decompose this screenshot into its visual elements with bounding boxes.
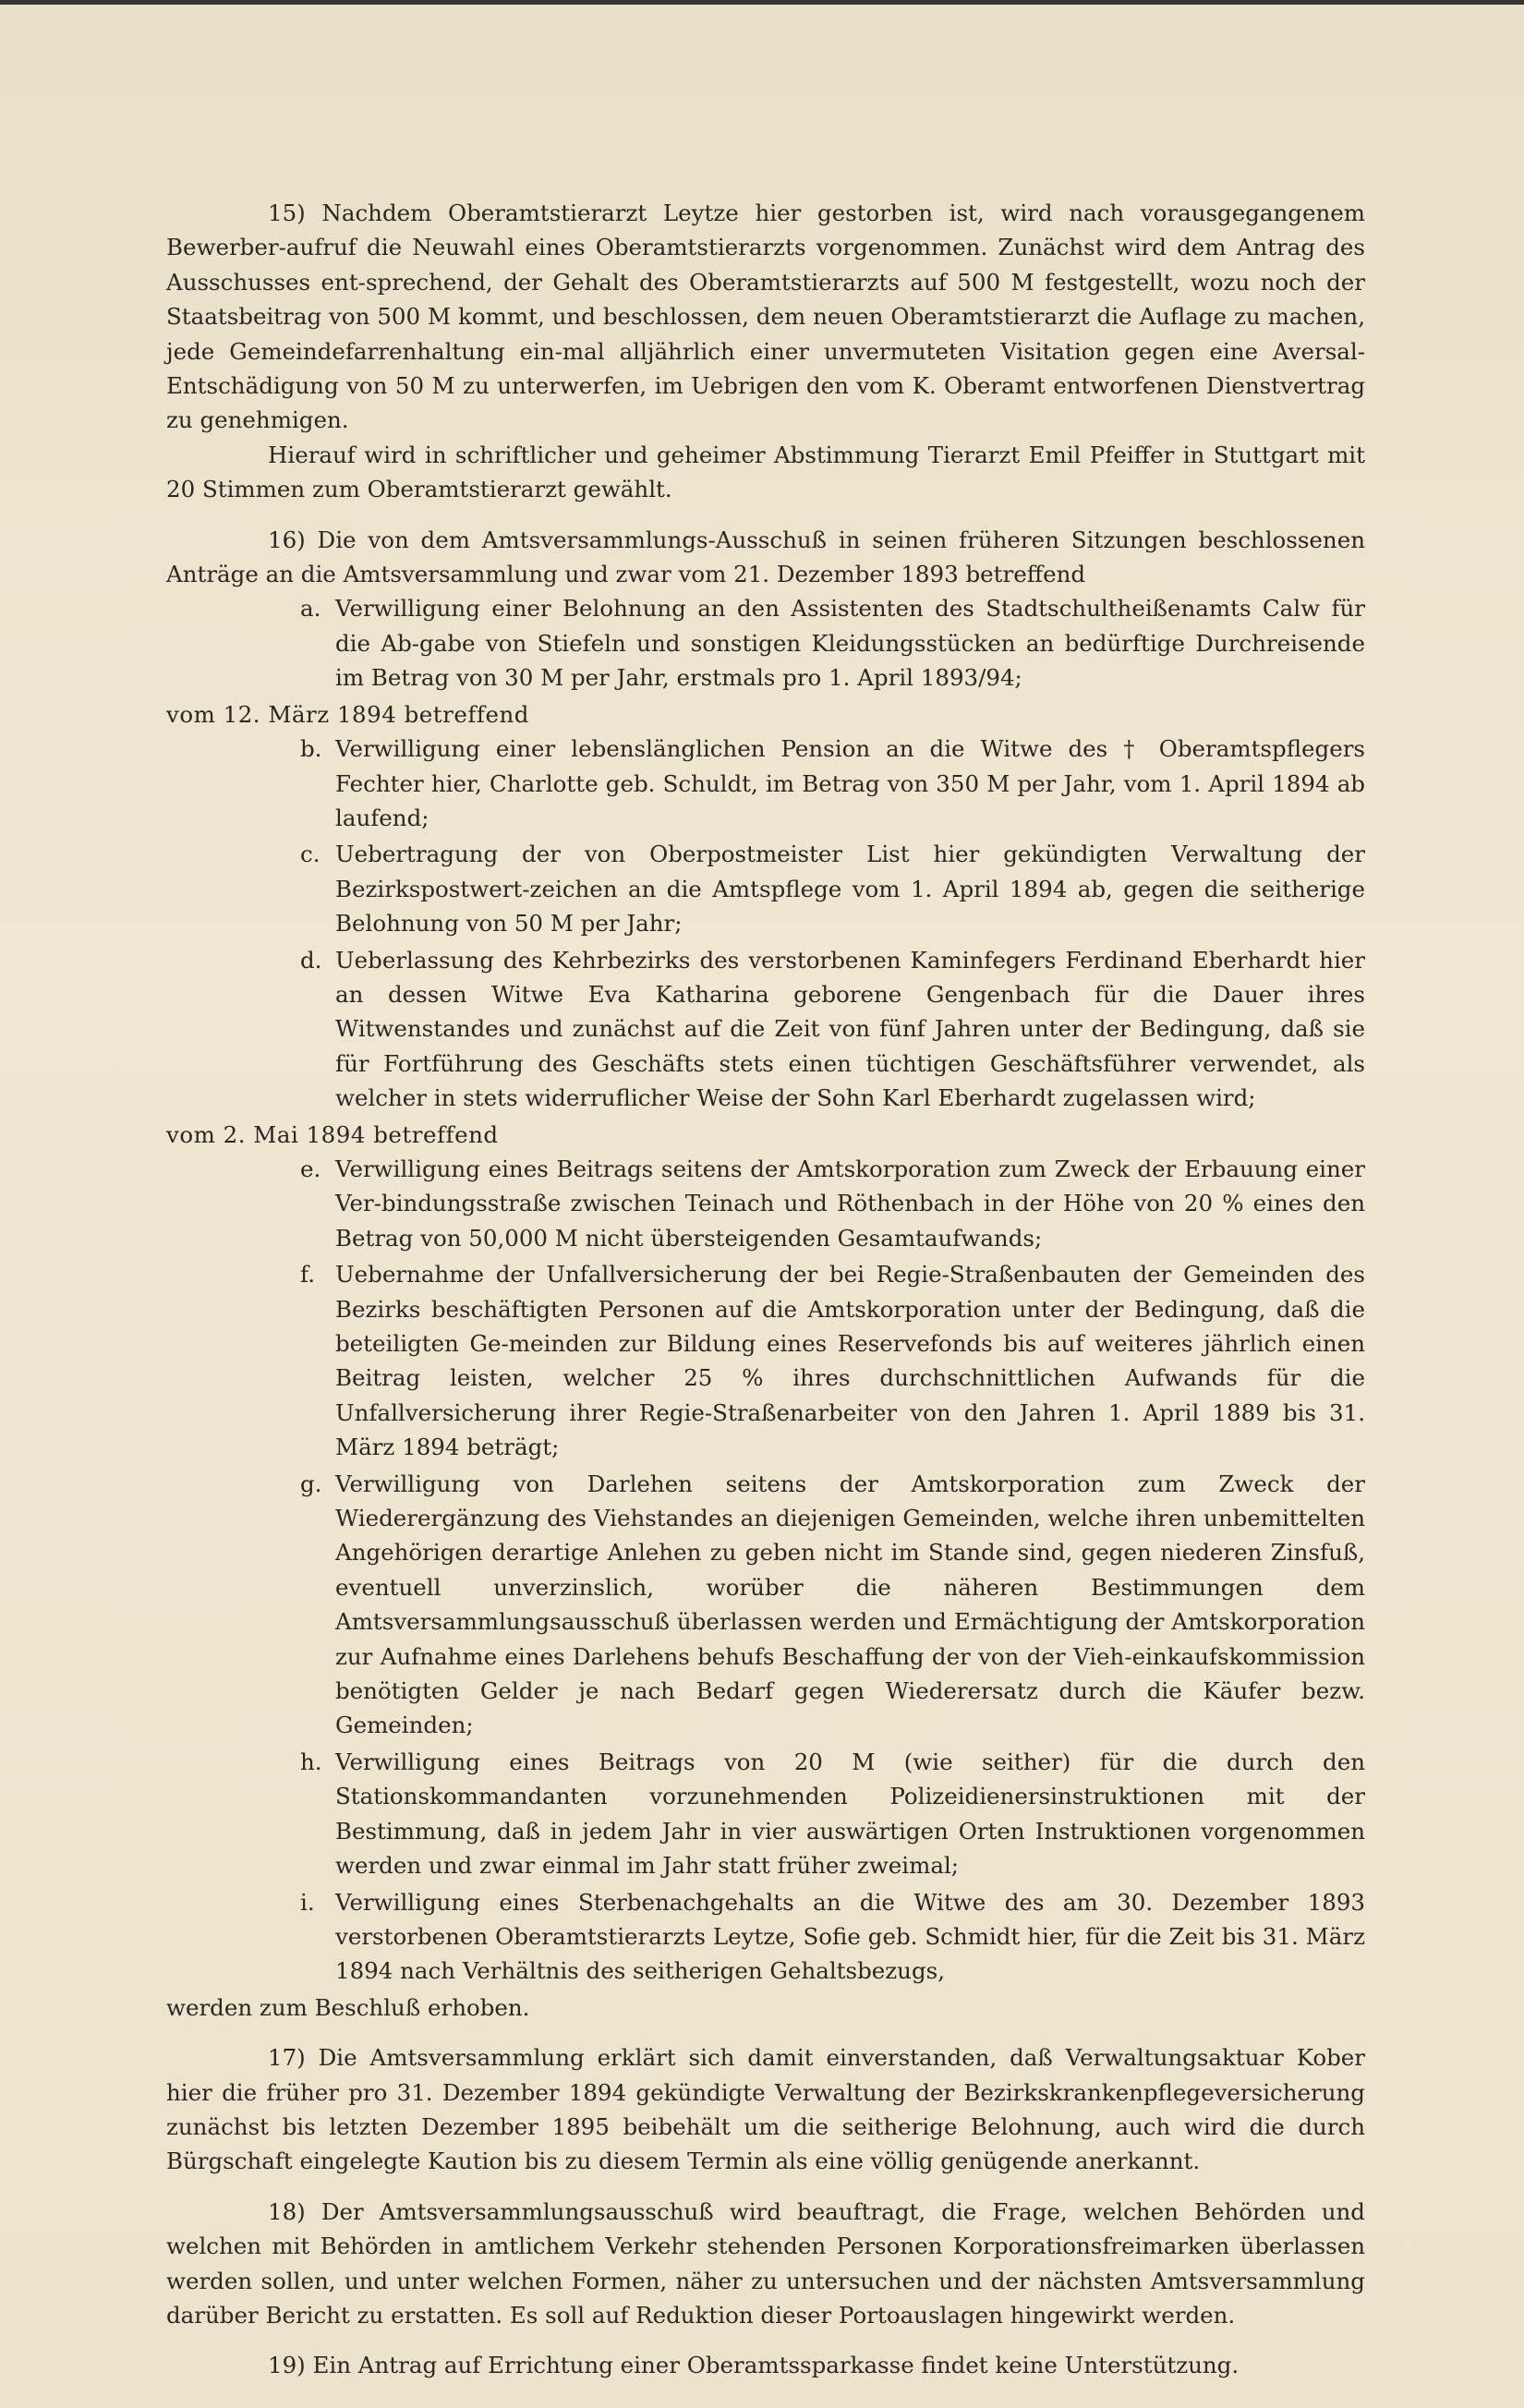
list-label: h.	[300, 1748, 322, 1775]
date-heading-may: vom 2. Mai 1894 betreffend	[166, 1120, 499, 1148]
list-item-f	[166, 1257, 1365, 1464]
paragraph-18-text: 18) Der Amtsversammlungsausschuß wird beauftragt, die Frage, welchen Behörden und welchen mit Behörden in amtlichem Verkehr stehenden Personen Korporationsfreimarken überlassen werden sollen, und unter welchen Formen, näher zu untersuchen und der nächsten Amtsversammlung darüber Bericht zu erstatten. Es soll auf Reduktion dieser Portoauslagen hingewirkt werden.	[166, 2197, 1365, 2329]
list-item-i	[166, 1885, 1365, 1989]
paragraph-17-text: 17) Die Amtsversammlung erklärt sich damit einverstanden, daß Verwaltungsaktuar Kober hier die früher pro 31. Dezember 1894 gekündigte Verwaltung der Bezirkskrankenpflegeversicherung zunächst bis letzten Dezember 1895 beibehält um die seitherige Belohnung, auch wird die durch Bürgschaft eingelegte Kaution bis zu diesem Termin als eine völlig genügende anerkannt.	[166, 2044, 1365, 2175]
list-text: Verwilligung eines Beitrags seitens der Amtskorporation zum Zweck der Erbauung einer Ver-bindungsstraße zwischen Teinach und Röthenbach in der Höhe von 20 % eines den Betrag von 50,000 M nicht übersteigenden Gesamtaufwands;	[335, 1155, 1365, 1252]
list-text: Verwilligung von Darlehen seitens der Amtskorporation zum Zweck der Wiederergänzung des Viehstandes an diejenigen Gemeinden, welche ihren unbemittelten Angehörigen derartige Anlehen zu geben nicht im Stande sind, gegen niederen Zinsfuß, eventuell unverzinslich, worüber die näheren Bestimmungen dem Amtsversammlungsausschuß überlassen werden und Ermächtigung der Amtskorporation zur Aufnahme eines Darlehens behufs Beschaffung der von der Vieh-einkaufskommission benötigten Gelder je nach Bedarf gegen Wiederersatz durch die Käufer bezw. Gemeinden;	[335, 1470, 1365, 1739]
scan-top-edge	[0, 0, 1524, 5]
list-label: e.	[300, 1155, 321, 1182]
paragraph-17	[166, 2040, 1365, 2179]
list-label: g.	[300, 1470, 322, 1497]
list-text: Uebertragung der von Oberpostmeister List hier gekündigten Verwaltung der Bezirkspostwert-zeichen an die Amtspflege vom 1. April 1894 ab, gegen die seitherige Belohnung von 50 M per Jahr;	[335, 841, 1365, 938]
list-item-b	[166, 732, 1365, 835]
list-label: b.	[300, 735, 322, 763]
list-text: Verwilligung eines Sterbenachgehalts an die Witwe des am 30. Dezember 1893 verstorbenen Oberamtstierarzts Leytze, Sofie geb. Schmidt hier, für die Zeit bis 31. März 1894 nach Verhältnis des seitherigen Gehaltsbezugs,	[335, 1888, 1365, 1985]
list-text: Ueberlassung des Kehrbezirks des verstorbenen Kaminfegers Ferdinand Eberhardt hier an dessen Witwe Eva Katharina geborene Gengenbach für die Dauer ihres Witwenstandes und zunächst auf die Zeit von fünf Jahren unter der Bedingung, daß sie für Fortführung des Geschäfts stets einen tüchtigen Geschäftsführer verwendet, als welcher in stets widerruflicher Weise der Sohn Karl Eberhardt zugelassen wird;	[335, 946, 1365, 1112]
list-text: Verwilligung einer lebenslänglichen Pension an die Witwe des † Oberamtspflegers Fechter hier, Charlotte geb. Schuldt, im Betrag von 350 M per Jahr, vom 1. April 1894 ab laufend;	[335, 735, 1365, 831]
list-item-e	[166, 1152, 1365, 1255]
paragraph-19	[166, 2348, 1365, 2382]
list-text: Verwilligung einer Belohnung an den Assistenten des Stadtschultheißenamts Calw für die Ab-gabe von Stiefeln und sonstigen Kleidungsstücken an bedürftige Durchreisende im Betrag von 30 M per Jahr, erstmals pro 1. April 1893/94;	[335, 595, 1365, 692]
paragraph-15-text: 15) Nachdem Oberamtstierarzt Leytze hier gestorben ist, wird nach vorausgegangenem Bewerber-aufruf die Neuwahl eines Oberamtstierarzts vorgenommen. Zunächst wird dem Antrag des Ausschusses ent-sprechend, der Gehalt des Oberamtstierarzts auf 500 M festgestellt, wozu noch der Staatsbeitrag von 500 M kommt, und beschlossen, dem neuen Oberamtstierarzt die Auflage zu machen, jede Gemeindefarrenhaltung ein-mal alljährlich einer unvermuteten Visitation gegen eine Aversal-Entschädigung von 50 M zu unterwerfen, im Uebrigen den vom K. Oberamt entworfenen Dienstvertrag zu genehmigen.	[166, 200, 1365, 434]
list-label: a.	[300, 595, 321, 623]
list-text: Verwilligung eines Beitrags von 20 M (wie seither) für die durch den Stationskommandanten vorzunehmenden Polizeidienersinstruktionen mit der Bestimmung, daß in jedem Jahr in vier auswärtigen Orten Instruktionen vorgenommen werden und zwar einmal im Jahr statt früher zweimal;	[335, 1748, 1365, 1880]
list-label: d.	[300, 946, 322, 974]
paragraph-15-election: Hierauf wird in schriftlicher und geheimer Abstimmung Tierarzt Emil Pfeiffer in Stuttgart mit 20 Stimmen zum Oberamtstierarzt gewählt.	[166, 441, 1365, 503]
paragraph-16	[166, 523, 1365, 2025]
list-item-a	[166, 591, 1365, 695]
list-item-c	[166, 837, 1365, 940]
list-text: Uebernahme der Unfallversicherung der bei Regie-Straßenbauten der Gemeinden des Bezirks beschäftigten Personen auf die Amtskorporation unter der Bedingung, daß die beteiligten Ge-meinden zur Bildung eines Reservefonds bis auf weiteres jährlich einen Beitrag leisten, welcher 25 % ihres durchschnittlichen Aufwands für die Unfallversicherung ihrer Regie-Straßenarbeiter von den Jahren 1. April 1889 bis 31. März 1894 beträgt;	[335, 1261, 1365, 1461]
paragraph-18	[166, 2195, 1365, 2333]
list-item-h	[166, 1745, 1365, 1883]
list-item-d	[166, 943, 1365, 1116]
paragraph-15	[166, 196, 1365, 507]
date-heading-march: vom 12. März 1894 betreffend	[166, 700, 529, 728]
list-label: i.	[300, 1888, 315, 1916]
list-item-g	[166, 1467, 1365, 1743]
document-body	[166, 196, 1365, 2399]
list-label: c.	[300, 841, 321, 868]
paragraph-16-intro: 16) Die von dem Amtsversammlungs-Ausschuß in seinen früheren Sitzungen beschlossenen Anträge an die Amtsversammlung und zwar vom 21. Dezember 1893 betreffend	[166, 526, 1365, 588]
paragraph-19-text: 19) Ein Antrag auf Errichtung einer Oberamtssparkasse findet keine Unterstützung.	[268, 2352, 1240, 2379]
list-label: f.	[300, 1261, 315, 1289]
paragraph-16-closing: werden zum Beschluß erhoben.	[166, 1993, 530, 2021]
